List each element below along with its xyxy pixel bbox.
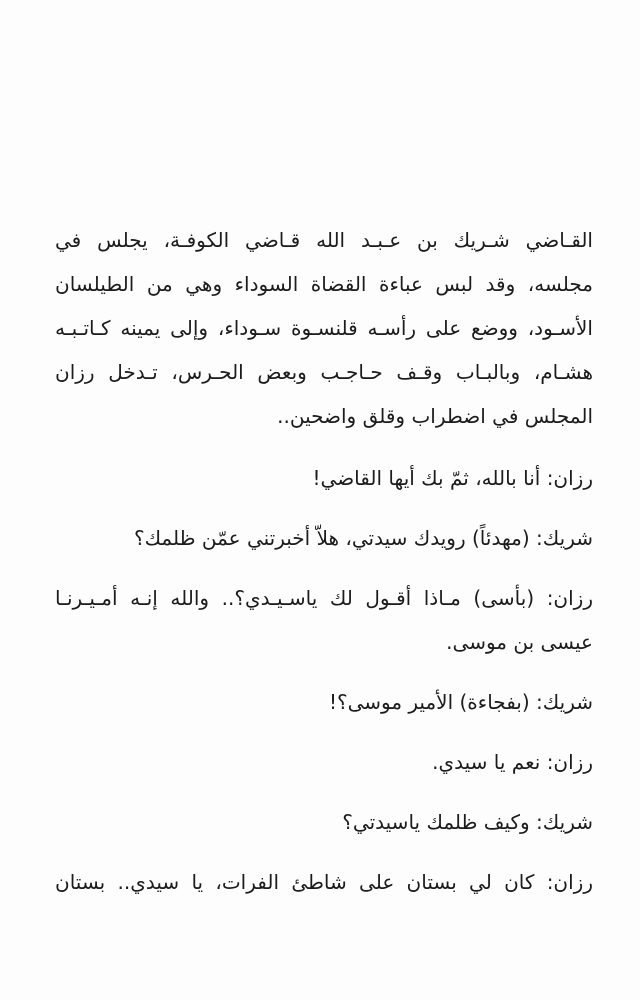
dialogue-line [55,800,593,844]
speaker-name: رزان: [546,466,593,490]
dialogue-text: أنا بالله، ثمّ بك أيها القاضي! [312,466,547,490]
speaker-name: رزان: [546,586,593,610]
dialogue-text: كان لي بستان على شاطئ الفرات، يا سيدي.. بستان [55,870,547,894]
speaker-name: شريك: [536,690,593,714]
dialogue-line [55,740,593,784]
dialogue-text: (مهدئاً) رويدك سيدتي، هلاّ أخبرتني عمّن ظلمك؟ [133,526,537,550]
dialogue-line [55,516,593,560]
dialogue-text: (بفجاءة) الأمير موسى؟! [328,690,537,714]
speaker-name: شريك: [536,810,593,834]
dialogue [55,456,593,904]
page-text [55,218,593,904]
speaker-name: رزان: [546,750,593,774]
dialogue-line-continued [55,620,593,664]
stage-direction-line: المجلس في اضطراب وقلق واضحين.. [277,404,593,428]
dialogue-text: نعم يا سيدي. [432,750,547,774]
speaker-name: رزان: [546,870,593,894]
dialogue-line [55,680,593,724]
dialogue-text: (بأسى) مـاذا أقـول لك ياسـيـدي؟.. والله إنـه أمـيـرنـا [55,586,547,610]
speaker-name: شريك: [536,526,593,550]
stage-direction-line: الأسـود، ووضع على رأسـه قلنسـوة سـوداء، وإلى يمينه كـاتـبـه [55,316,593,340]
stage-direction-line: القـاضي شـريك بن عـبـد الله قـاضي الكوفـة، يجلس في [55,228,593,252]
dialogue-text: وكيف ظلمك ياسيدتي؟ [342,810,537,834]
stage-direction-line: هشـام، وبالبـاب وقـف حـاجـب وبعض الحـرس، تـدخل رزان [55,360,593,384]
dialogue-line [55,860,593,904]
dialogue-line [55,456,593,500]
stage-direction-line: مجلسه، وقد لبس عباءة القضاة السوداء وهي من الطيلسان [55,272,593,296]
dialogue-line [55,576,593,620]
stage-directions [55,218,593,438]
dialogue-text: عيسى بن موسى. [446,630,593,654]
